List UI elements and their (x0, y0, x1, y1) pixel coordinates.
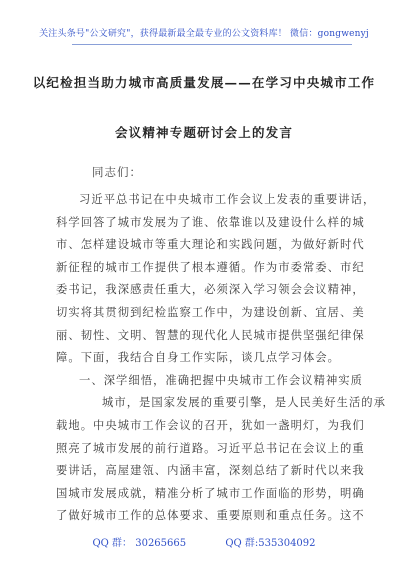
body-line: 要讲话，高屋建瓴、内涵丰富，深刻总结了新时代以来我 (56, 464, 365, 478)
body-line: 习近平总书记在中央城市工作会议上发表的重要讲话， (79, 193, 376, 206)
salutation: 同志们： (92, 165, 142, 179)
footer (0, 534, 408, 549)
body-line: 照亮了城市发展的前行道路。习近平总书记在会议上的重 (56, 441, 365, 455)
footer-qq-group-2: QQ 群:535304092 (225, 538, 316, 549)
body-line: 切实将其贯彻到纪检监察工作中，为建设创新、宜居、美 (56, 305, 365, 319)
document-title-line-1: 以纪检担当助力城市高质量发展——在学习中央城市工作 (32, 75, 376, 90)
body-line: 科学回答了城市发展为了谁、依靠谁以及建设什么样的城 (56, 215, 365, 229)
body-line: 国城市发展成就，精准分析了城市工作面临的形势，明确 (56, 486, 365, 500)
section-heading: 一、深学细悟，准确把握中央城市工作会议精神实质 (79, 373, 363, 387)
body-line: 障。下面，我结合自身工作实际，谈几点学习体会。 (56, 351, 340, 365)
body-line: 丽、韧性、文明、智慧的现代化人民城市提供坚强纪律保 (56, 328, 365, 342)
body-line: 载地。中央城市工作会议的召开，犹如一盏明灯，为我们 (56, 418, 365, 432)
body-line: 市、怎样建设城市等重大理论和实践问题，为做好新时代 (56, 238, 365, 252)
body-line: 新征程的城市工作提供了根本遵循。作为市委常委、市纪 (56, 260, 365, 274)
body-line: 城市，是国家发展的重要引擎，是人民美好生活的承 (102, 396, 386, 410)
body-line: 委书记，我深感责任重大，必须深入学习领会会议精神， (56, 283, 365, 297)
document-body (56, 189, 386, 528)
document-title-line-2: 会议精神专题研讨会上的发言 (114, 125, 294, 140)
body-line: 了做好城市工作的总体要求、重要原则和重点任务。这不 (56, 509, 365, 523)
footer-qq-group-1: QQ 群： 30265665 (92, 538, 187, 549)
header-note: 关注头条号"公文研究"，获得最新最全最专业的公文资料库！ 微信：gongwenyj (39, 29, 369, 39)
header-divider (72, 44, 352, 45)
